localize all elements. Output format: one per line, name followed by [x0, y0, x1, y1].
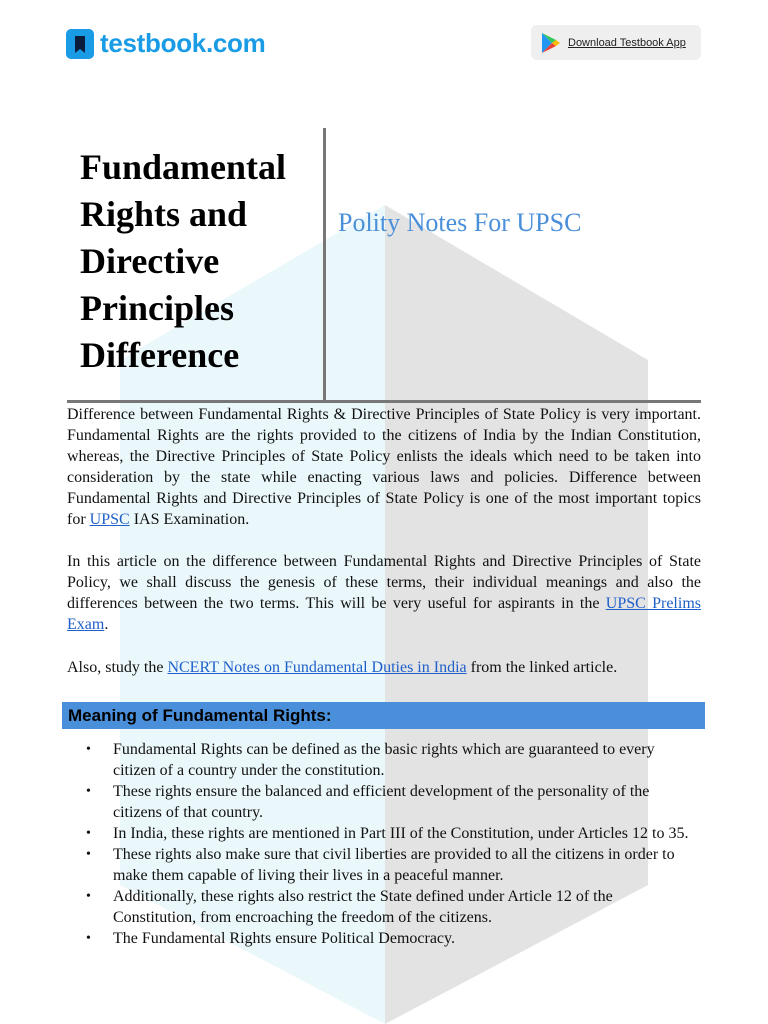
ncert-notes-link[interactable]: NCERT Notes on Fundamental Duties in India — [167, 659, 467, 676]
vertical-divider — [323, 128, 326, 400]
title-line: Fundamental — [80, 147, 287, 187]
section-heading: Meaning of Fundamental Rights: — [68, 705, 332, 725]
testbook-logo[interactable] — [66, 28, 265, 59]
paragraph-text: . — [104, 616, 109, 633]
intro-paragraph-2 — [67, 551, 701, 635]
download-app-button[interactable] — [531, 25, 701, 60]
list-item: • Fundamental Rights can be defined as the basic rights which are guaranteed to every citizen of a country under the constitution. — [86, 739, 696, 781]
list-item: • Additionally, these rights also restrict the State defined under Article 12 of the Constitution, from encroaching the freedom of the citizens. — [86, 886, 696, 928]
list-item: • These rights also make sure that civil liberties are provided to all the citizens in order to make them capable of living their lives in a peaceful manner. — [86, 844, 696, 886]
intro-paragraph-1 — [67, 404, 701, 530]
page-subtitle: Polity Notes For UPSC — [338, 208, 582, 237]
header — [0, 0, 768, 90]
horizontal-divider — [67, 400, 701, 403]
title-line: Rights and — [80, 194, 248, 234]
paragraph-text: from the linked article. — [466, 659, 618, 676]
testbook-logo-icon — [66, 29, 94, 59]
download-app-label: Download Testbook App — [568, 36, 686, 49]
title-line: Difference — [80, 335, 240, 375]
title-line: Directive — [80, 241, 220, 281]
list-item: • In India, these rights are mentioned in Part III of the Constitution, under Articles 12 to 35. — [86, 823, 696, 844]
paragraph-text: IAS Examination. — [129, 511, 250, 528]
paragraph-text: In this article on the difference between Fundamental Rights and Directive Principles of State Policy, we shall discuss the genesis of these terms, their individual meanings and also the differences between the two terms. This will be very useful for aspirants in the — [67, 553, 701, 612]
intro-paragraph-3 — [67, 657, 701, 678]
list-item: • The Fundamental Rights ensure Political Democracy. — [86, 928, 696, 949]
upsc-prelims-exam-link[interactable]: UPSC Prelims Exam — [67, 595, 701, 633]
paragraph-text: Also, study the — [67, 659, 168, 676]
title-line: Principles — [80, 288, 234, 328]
google-play-icon — [541, 32, 561, 54]
section-heading-bar — [62, 702, 705, 729]
page-title — [80, 144, 320, 379]
list-item: • These rights ensure the balanced and efficient development of the personality of the citizens of that country. — [86, 781, 696, 823]
logo-text: testbook.com — [100, 28, 266, 58]
paragraph-text: Difference between Fundamental Rights & Directive Principles of State Policy is very important. Fundamental Rights are the rights provided to the citizens of India by the Indian Constitution, whereas, the Directive Principles of State Policy enlists the ideals which need to be taken into consideration by the state while enacting various laws and policies. Difference between Fundamental Rights and Directive Principles of State Policy is one of the most important topics for — [67, 406, 701, 528]
upsc-link[interactable]: UPSC — [89, 511, 130, 528]
fundamental-rights-list — [86, 739, 696, 949]
